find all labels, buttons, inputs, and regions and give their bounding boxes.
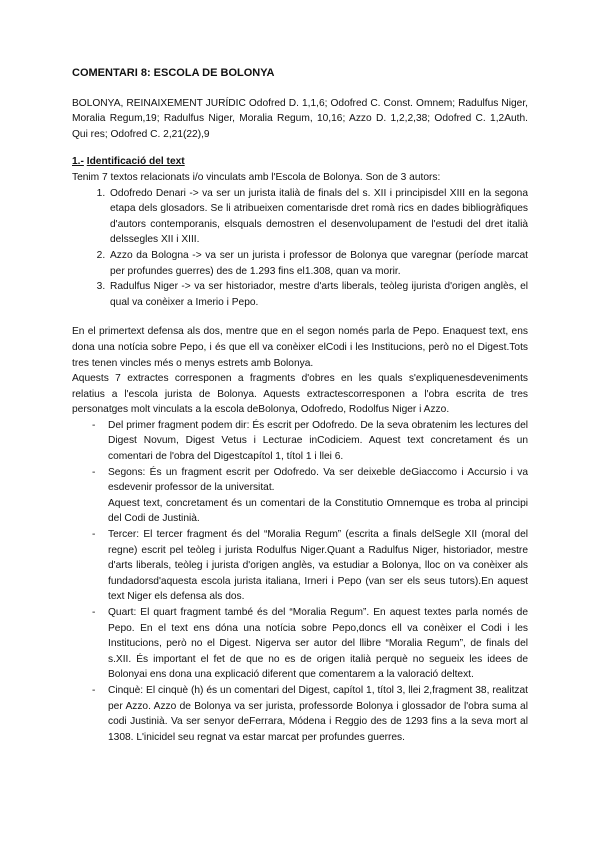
fragment-text: Quart: El quart fragment també és del “Moralia Regum”. En aquest textes parla només de Pepo. En el text ens dóna una notícia sobre Pepo,doncs ell va conèixer el Codi i les Institucions, però no el Digest. Nigerva ser autor del llibre “Moralia Regum”, de finals del s.XII. És important el fet de que no es de origen italià perquè no segueix les idees de Bolonyai ens dona una explicació diferent que comentarem a la valoració deltext.: [108, 607, 528, 681]
authors-list: [72, 186, 528, 311]
fragment-item-second: [108, 465, 528, 527]
fragment-text: Segons: És un fragment escrit per Odofredo. Va ser deixeble deGiaccomo i Accursio i va esdevenir professor de la universitat.: [108, 466, 528, 494]
author-item-odofredo: 1. Odofredo Denari -> va ser un jurista italià de finals del s. XII i principisdel XIII en la segona etapa dels glosadors. Se li atribueixen comentarisde dret romà rics en dades bibliogràfiques d'autors contemporanis, elsquals demostren el desenvolupament de l'estudi del dret italià delssegles XII i XIII.: [108, 186, 528, 248]
fragment-item-fourth: [108, 605, 528, 683]
fragment-text: Tercer: El tercer fragment és del “Moralia Regum” (escrita a finals delSegle XII (moral del regne) escrit pel teòleg i jurista Rodulfus Niger.Quant a Radulfus Niger, historiador, mestre d'arts liberals, teòleg i jurista d'origen anglès, va estudiar a Bolonya, lloc on va conèixer als fundadorsd'aquesta escola jurista italiana, Irneri i Pepo (van ser els seus tutors).En aquest text Niger els defensa als dos.: [108, 529, 528, 603]
paragraph-spacer: [72, 310, 528, 324]
author-item-radulfus: 3. Radulfus Niger -> va ser historiador, mestre d'arts liberals, teòleg ijurista d'origen anglès, el qual va conèixer a Imerio i Pepo.: [108, 279, 528, 310]
section-heading-text: Identificació del text: [86, 156, 185, 168]
paragraph-first-text: En el primertext defensa als dos, mentre que en el segon només parla de Pepo. Enaquest text, ens dona una notícia sobre Pepo, i és que ell va conèixer elCodi i les Institucions, però no el Digest.Tots tres tenen vincles més o menys estrets amb Bolonya.: [72, 326, 528, 369]
section-number: 1.-: [72, 156, 84, 168]
fragment-extra-text: Aquest text, concretament és un comentari de la Constitutio Omnemque es troba al principi del Codi de Justinià.: [108, 497, 528, 525]
document-title: COMENTARI 8: ESCOLA DE BOLONYA: [72, 67, 275, 79]
fragment-item-third: [108, 527, 528, 605]
references-line: BOLONYA, REINAIXEMENT JURÍDIC Odofred D. 1,1,6; Odofred C. Const. Omnem; Radulfus Niger, Moralia Regum,19; Radulfus Niger, Moralia Regum, 10,16; Azzo D. 1,2,2,38; Odofred C. 1,2Auth. Qui res; Odofred C. 2,21(22),9: [72, 97, 528, 140]
fragment-item-first: [108, 418, 528, 465]
section-intro: Tenim 7 textos relacionats i/o vinculats amb l'Escola de Bolonya. Son de 3 autors:: [72, 171, 441, 183]
fragments-list: [72, 418, 528, 745]
paragraph-extracts: Aquests 7 extractes corresponen a fragments d'obres en les quals s'expliquenesdeveniments relatius a l'escola jurista de Bolonya. Aquests extractescorresponen a l'obra escrita de tres personatges molt vinculats a la escola deBolonya, Odofredo, Rodolfus Niger i Azzo.: [72, 373, 528, 416]
section-heading: [72, 154, 528, 170]
fragment-item-fifth: [108, 683, 528, 745]
fragment-text: Cinquè: El cinquè (h) és un comentari del Digest, capítol 1, títol 3, llei 2,fragment 38, realitzat per Azzo. Azzo de Bolonya va ser jurista, professorde Bolonya i glossador de l'obra suma al codi Justinià. Va ser senyor deFerrara, Módena i Reggio des de 1293 fins a la seva mort al 1308. L'inicidel seu regnat va estar marcat per profundes guerres.: [108, 684, 528, 743]
fragment-text: Del primer fragment podem dir: És escrit per Odofredo. De la seva obratenim les lectures del Digest Novum, Digest Vetus i Lecturae inCodiciem. Aquest text concretament és un comentari de l'obra del Digestcapítol 1, títol 1 i llei 6.: [108, 419, 528, 463]
author-item-azzo: 2. Azzo da Bologna -> va ser un jurista i professor de Bolonya que varegnar (període marcat per profundes guerres) des de 1.293 fins el1.308, quan va morir.: [108, 248, 528, 279]
